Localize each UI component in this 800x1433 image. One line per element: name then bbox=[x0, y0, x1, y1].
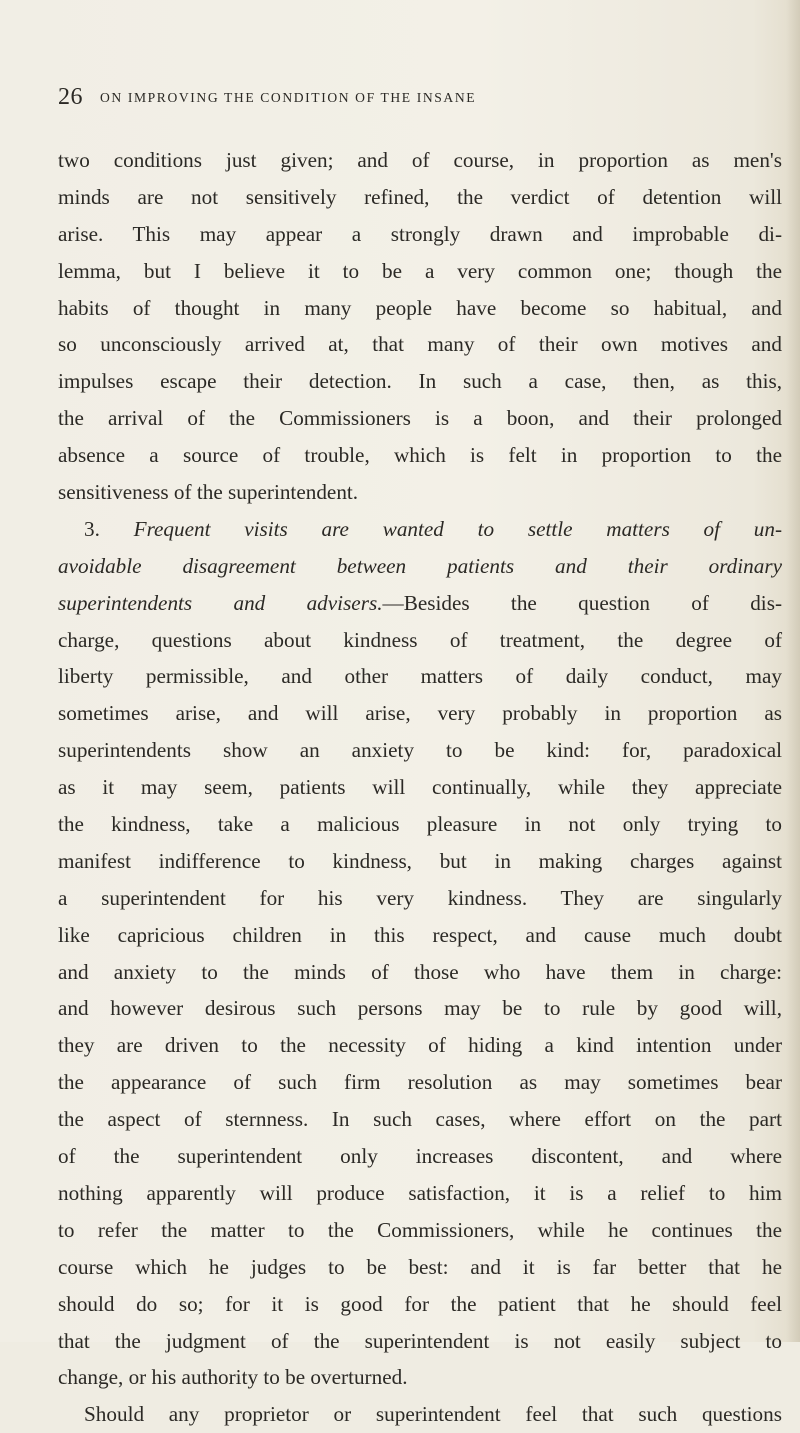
text-line bbox=[58, 990, 782, 1027]
text-segment: Should any proprietor or superintendent feel that such questions bbox=[84, 1402, 782, 1427]
text-line bbox=[58, 179, 782, 216]
text-segment: sometimes arise, and will arise, very probably in proportion as bbox=[58, 701, 782, 726]
text-segment: the appearance of such firm resolution as may sometimes bear bbox=[58, 1070, 782, 1095]
text-line bbox=[58, 622, 782, 659]
text-segment: the aspect of sternness. In such cases, where effort on the part bbox=[58, 1107, 782, 1132]
text-line bbox=[58, 585, 782, 622]
text-segment: and anxiety to the minds of those who have them in charge: bbox=[58, 959, 782, 984]
text-segment: the kindness, take a malicious pleasure in not only trying to bbox=[58, 812, 782, 837]
text-segment: superintendents show an anxiety to be kind: for, paradoxical bbox=[58, 738, 782, 763]
text-line bbox=[58, 1286, 782, 1323]
text-line bbox=[58, 400, 782, 437]
text-segment: —Besides the question of dis- bbox=[382, 590, 782, 615]
text-segment: nothing apparently will produce satisfaction, it is a relief to him bbox=[58, 1180, 782, 1205]
text-segment: two conditions just given; and of course, in proportion as men's bbox=[58, 148, 782, 172]
text-segment: of the superintendent only increases discontent, and where bbox=[58, 1144, 782, 1169]
text-segment: that the judgment of the superintendent is not easily subject to bbox=[58, 1328, 782, 1353]
text-segment: a superintendent for his very kindness. They are singularly bbox=[58, 885, 782, 910]
text-segment: minds are not sensitively refined, the verdict of detention will bbox=[58, 184, 782, 209]
italic-text-segment: Frequent visits are wanted to settle matters of un- bbox=[133, 516, 783, 541]
text-line bbox=[58, 917, 782, 954]
text-segment: habits of thought in many people have become so habitual, and bbox=[58, 295, 782, 320]
text-segment: manifest indifference to kindness, but in making charges against bbox=[58, 848, 782, 873]
page-edge-shadow bbox=[786, 0, 800, 1342]
text-segment: they are driven to the necessity of hiding a kind intention under bbox=[58, 1033, 782, 1058]
text-line bbox=[58, 695, 782, 732]
page-header bbox=[58, 86, 778, 122]
text-line bbox=[58, 548, 782, 585]
text-line bbox=[58, 474, 782, 511]
italic-text-segment: avoidable disagreement between patients and their ordinary bbox=[58, 553, 782, 578]
text-line bbox=[58, 806, 782, 843]
text-segment: charge, questions about kindness of treatment, the degree of bbox=[58, 627, 782, 652]
text-segment: change, or his authority to be overturned. bbox=[58, 1365, 408, 1390]
text-line bbox=[58, 326, 782, 363]
text-line bbox=[58, 1359, 782, 1396]
text-segment: absence a source of trouble, which is felt in proportion to the bbox=[58, 443, 782, 468]
text-segment: like capricious children in this respect, and cause much doubt bbox=[58, 922, 782, 947]
text-line bbox=[58, 1064, 782, 1101]
text-segment: so unconsciously arrived at, that many of their own motives and bbox=[58, 332, 782, 357]
text-segment: lemma, but I believe it to be a very common one; though the bbox=[58, 258, 782, 283]
running-head: ON IMPROVING THE CONDITION OF THE INSANE bbox=[100, 90, 477, 105]
text-segment: arise. This may appear a strongly drawn and improbable di- bbox=[58, 221, 782, 246]
text-segment: course which he judges to be best: and it is far better that he bbox=[58, 1254, 782, 1279]
text-line bbox=[58, 954, 782, 991]
text-line bbox=[58, 290, 782, 327]
text-line bbox=[58, 880, 782, 917]
text-line bbox=[58, 1175, 782, 1212]
text-line bbox=[58, 511, 782, 548]
text-line bbox=[58, 1249, 782, 1286]
text-segment: the arrival of the Commissioners is a boon, and their prolonged bbox=[58, 406, 782, 431]
text-line bbox=[58, 769, 782, 806]
text-line bbox=[58, 1027, 782, 1064]
text-segment: sensitiveness of the superintendent. bbox=[58, 480, 359, 505]
text-line bbox=[58, 658, 782, 695]
text-line bbox=[58, 843, 782, 880]
body-text bbox=[58, 142, 782, 1433]
text-line bbox=[58, 216, 782, 253]
text-line bbox=[58, 1323, 782, 1360]
italic-text-segment: superintendents and advisers. bbox=[58, 590, 383, 615]
text-line bbox=[58, 1396, 782, 1433]
text-line bbox=[58, 1138, 782, 1175]
text-line bbox=[58, 363, 782, 400]
text-line bbox=[58, 1101, 782, 1138]
text-segment: as it may seem, patients will continually, while they appreciate bbox=[58, 775, 782, 800]
text-line bbox=[58, 437, 782, 474]
text-line bbox=[58, 732, 782, 769]
text-segment: should do so; for it is good for the patient that he should feel bbox=[58, 1291, 782, 1316]
page-number: 26 bbox=[58, 84, 83, 110]
text-segment: to refer the matter to the Commissioners, while he continues the bbox=[58, 1217, 782, 1242]
text-segment: liberty permissible, and other matters of daily conduct, may bbox=[58, 664, 782, 689]
text-segment: and however desirous such persons may be to rule by good will, bbox=[58, 996, 782, 1021]
text-segment: impulses escape their detection. In such a case, then, as this, bbox=[58, 369, 782, 394]
text-segment: 3. bbox=[84, 516, 134, 541]
text-line bbox=[58, 142, 782, 179]
text-line bbox=[58, 253, 782, 290]
text-line bbox=[58, 1212, 782, 1249]
